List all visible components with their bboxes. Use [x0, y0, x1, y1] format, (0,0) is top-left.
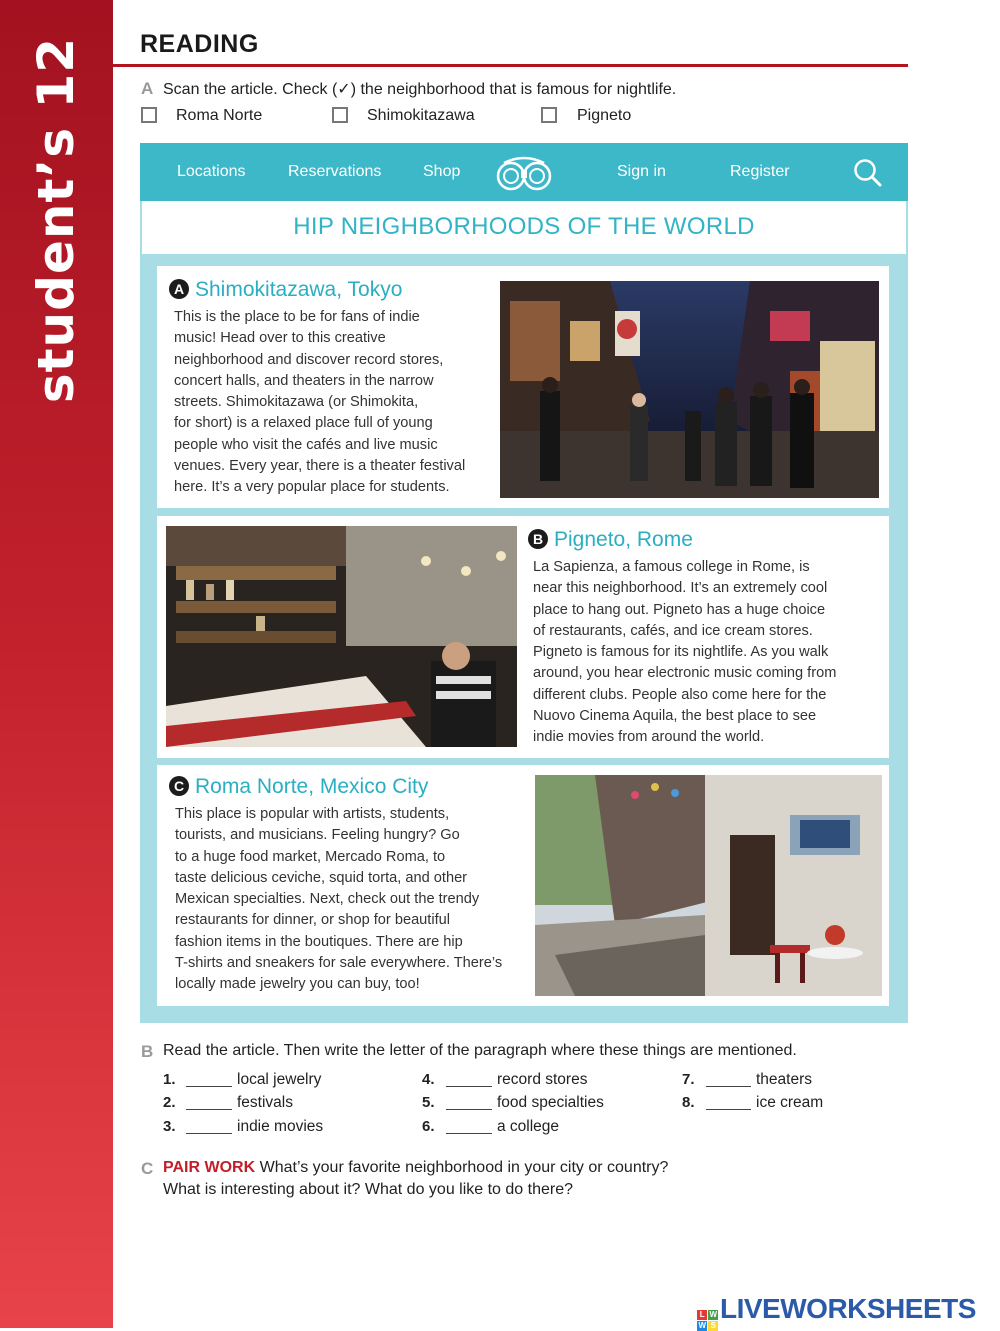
logo-tile: W: [709, 1310, 717, 1319]
answer-blank-5[interactable]: [446, 1109, 492, 1110]
checkbox-shimokitazawa[interactable]: [332, 107, 348, 123]
text-line: near this neighborhood. It’s an extremely cool: [533, 580, 828, 597]
text-line: indie movies from around the world.: [533, 729, 765, 746]
question-number: 5.: [422, 1094, 435, 1111]
question-number: 8.: [682, 1094, 695, 1111]
question-number: 6.: [422, 1118, 435, 1135]
text-line: restaurants for dinner, or shop for beautiful: [175, 912, 451, 929]
section-a-letter: A: [141, 79, 154, 98]
article-badge-b: B: [528, 529, 548, 549]
section-c-line2: What is interesting about it? What do you like to do there?: [163, 1181, 574, 1198]
text-line: different clubs. People also come here for the: [533, 686, 827, 703]
pair-work-label: PAIR WORK: [163, 1159, 256, 1176]
section-b-instruction: Read the article. Then write the letter of the paragraph where these things are mentioned.: [163, 1042, 797, 1059]
section-c-question1: What’s your favorite neighborhood in your city or country?: [259, 1159, 669, 1176]
article-body-b: [533, 557, 885, 749]
logo-tile: L: [697, 1310, 707, 1320]
text-line: to a huge food market, Mercado Roma, to: [175, 848, 446, 865]
question-number: 2.: [163, 1094, 176, 1111]
question-number: 1.: [163, 1071, 176, 1088]
text-line: of restaurants, cafés, and ice cream stores.: [533, 622, 813, 639]
text-line: Mexican specialties. Next, check out the trendy: [175, 891, 480, 908]
article-title-a: Shimokitazawa, Tokyo: [195, 278, 403, 301]
text-line: streets. Shimokitazawa (or Shimokita,: [174, 394, 419, 411]
liveworksheets-text: LIVEWORKSHEETS: [720, 1293, 976, 1324]
text-line: venues. Every year, there is a theater festival: [174, 458, 466, 475]
nav-locations[interactable]: Locations: [177, 163, 246, 180]
question-number: 3.: [163, 1118, 176, 1135]
website-title-bar: [142, 201, 906, 254]
answer-blank-8[interactable]: [706, 1109, 751, 1110]
question-number: 4.: [422, 1071, 435, 1088]
photo-tokyo-street: [500, 281, 879, 498]
answer-blank-7[interactable]: [706, 1086, 751, 1087]
article-badge-c: C: [169, 776, 189, 796]
article-heading-c: [169, 775, 428, 799]
nav-shop[interactable]: Shop: [423, 163, 461, 180]
answer-blank-2[interactable]: [186, 1109, 232, 1110]
text-line: concert halls, and theaters in the narrow: [174, 372, 434, 389]
website-title: HIP NEIGHBORHOODS OF THE WORLD: [293, 213, 755, 240]
liveworksheets-logo: [697, 1293, 976, 1331]
sidebar-banner: [0, 0, 113, 1328]
text-line: This is the place to be for fans of indie: [174, 309, 420, 325]
question-text: festivals: [237, 1094, 293, 1111]
answer-blank-3[interactable]: [186, 1133, 232, 1134]
text-line: people who visit the cafés and live music: [174, 436, 438, 453]
article-card-b: [157, 516, 889, 758]
question-text: indie movies: [237, 1118, 324, 1135]
article-title-b: Pigneto, Rome: [554, 528, 693, 551]
article-heading-a: [169, 278, 402, 302]
text-line: La Sapienza, a famous college in Rome, is: [533, 559, 810, 575]
option-label-pigneto: Pigneto: [577, 107, 632, 124]
question-text: a college: [497, 1118, 560, 1135]
binoculars-icon[interactable]: [494, 155, 554, 191]
option-label-shimokitazawa: Shimokitazawa: [367, 107, 475, 124]
text-line: T-shirts and sneakers for sale everywhere. There’s: [175, 955, 503, 972]
section-c-letter: C: [141, 1159, 154, 1178]
text-line: neighborhood and discover record stores,: [174, 351, 444, 368]
logo-tile: W: [698, 1321, 706, 1330]
article-website: [140, 143, 908, 1023]
page-title: READING: [140, 30, 259, 58]
website-navbar: [140, 143, 908, 201]
text-line: Nuovo Cinema Aquila, the best place to see: [533, 708, 817, 725]
nav-register[interactable]: Register: [730, 163, 790, 180]
photo-mexico-street: [535, 775, 882, 996]
option-label-roma-norte: Roma Norte: [176, 107, 263, 124]
question-text: theaters: [756, 1071, 813, 1088]
question-text: local jewelry: [237, 1071, 322, 1088]
title-divider: [113, 64, 908, 67]
section-a-instruction: Scan the article. Check (✓) the neighborhood that is famous for nightlife.: [163, 81, 677, 98]
article-body-c: [175, 804, 535, 996]
article-title-c: Roma Norte, Mexico City: [195, 775, 429, 798]
text-line: locally made jewelry you can buy, too!: [175, 976, 420, 993]
answer-blank-1[interactable]: [186, 1086, 232, 1087]
question-text: record stores: [497, 1071, 588, 1088]
question-number: 7.: [682, 1071, 695, 1088]
question-text: food specialties: [497, 1094, 604, 1111]
text-line: here. It’s a very popular place for students.: [174, 479, 450, 496]
checkbox-pigneto[interactable]: [541, 107, 557, 123]
nav-sign-in[interactable]: Sign in: [617, 163, 666, 180]
text-line: taste delicious ceviche, squid torta, and other: [175, 869, 468, 886]
answer-blank-6[interactable]: [446, 1133, 492, 1134]
article-card-a: [157, 266, 889, 508]
article-card-c: [157, 765, 889, 1006]
text-line: for short) is a relaxed place full of young: [174, 415, 433, 432]
text-line: Pigneto is famous for its nightlife. As you walk: [533, 644, 829, 661]
text-line: place to hang out. Pigneto has a huge choice: [533, 601, 826, 618]
text-line: This place is popular with artists, students,: [175, 806, 450, 822]
photo-rome-cafe: [166, 526, 517, 747]
checkbox-roma-norte[interactable]: [141, 107, 157, 123]
section-b-letter: B: [141, 1042, 154, 1061]
question-text: ice cream: [756, 1094, 824, 1111]
answer-blank-4[interactable]: [446, 1086, 492, 1087]
article-body-a: [174, 307, 504, 499]
logo-tile: S: [708, 1321, 718, 1331]
text-line: tourists, and musicians. Feeling hungry? Go: [175, 827, 460, 844]
search-icon[interactable]: [853, 158, 883, 188]
text-line: music! Head over to this creative: [174, 330, 386, 347]
nav-reservations[interactable]: Reservations: [288, 163, 382, 180]
sidebar-label: student’s 12: [27, 36, 85, 404]
article-heading-b: [528, 528, 693, 552]
section-c-line1: [163, 1159, 668, 1177]
text-line: around, you hear electronic music coming from: [533, 665, 837, 682]
text-line: fashion items in the boutiques. There are hip: [175, 933, 463, 950]
article-badge-a: A: [169, 279, 189, 299]
